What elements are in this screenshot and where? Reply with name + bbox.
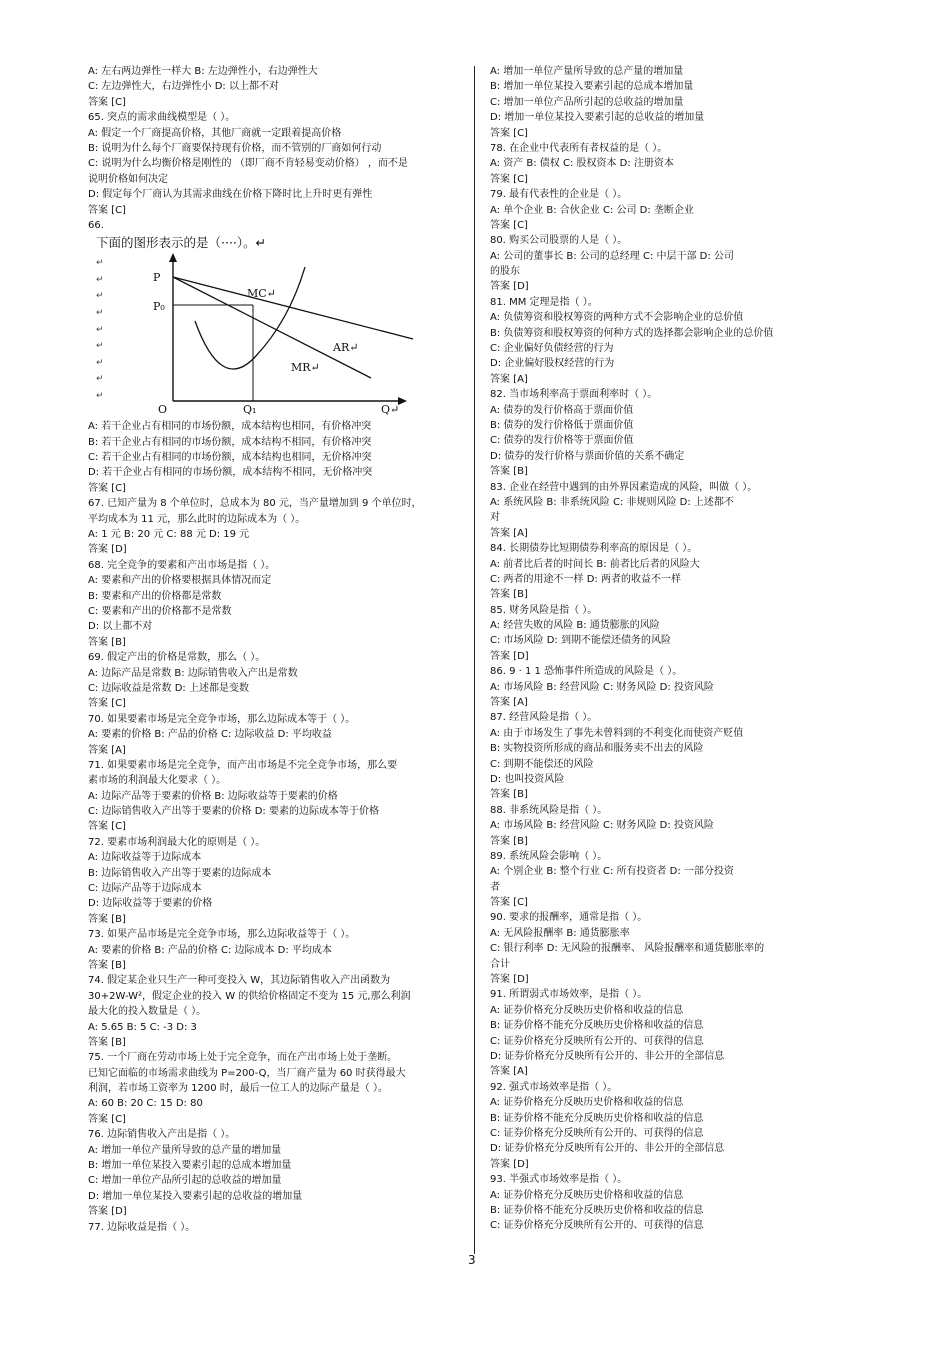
text-line: 答案 [C] [88, 698, 126, 710]
text-line: B: 负债筹资和股权筹资的何种方式的选择都会影响企业的总价值 [490, 327, 774, 339]
return-mark: ↵ [96, 374, 104, 385]
text-line: 81. MM 定理是指（ ）。 [490, 296, 598, 308]
text-line: 92. 强式市场效率是指（ ）。 [490, 1081, 618, 1093]
text-line: A: 60 B: 20 C: 15 D: 80 [88, 1098, 203, 1110]
text-line: C: 债券的发行价格等于票面价值 [490, 435, 634, 447]
text-line: C: 若干企业占有相同的市场份额，成本结构也相同，无价格冲突 [88, 452, 372, 464]
text-line: A: 假定一个厂商提高价格，其他厂商就一定跟着提高价格 [88, 127, 342, 139]
figure-return-marks [96, 255, 104, 404]
text-line: 的股东 [490, 266, 520, 278]
text-line: 70. 如果要素市场是完全竞争市场，那么边际成本等于（ ）。 [88, 713, 356, 725]
text-line: 30+2W-W²，假定企业的投入 W 的供给价格固定不变为 15 元,那么利润 [88, 990, 411, 1002]
text-line: C: 要素和产出的价格都不是常数 [88, 605, 232, 617]
text-line: A: 边际收益等于边际成本 [88, 852, 202, 864]
text-line: 76. 边际销售收入产出是指（ ）。 [88, 1129, 236, 1141]
text-line: B: 证券价格不能充分反映历史价格和收益的信息 [490, 1112, 704, 1124]
text-line: 答案 [B] [88, 959, 126, 971]
text-line: C: 边际产品等于边际成本 [88, 883, 202, 895]
return-mark: ↵ [96, 291, 104, 302]
ar-curve [173, 277, 413, 339]
text-line: D: 增加一单位某投入要素引起的总收益的增加量 [490, 112, 705, 124]
text-line: 利润，若市场工资率为 1200 时，最后一位工人的边际产量是（ ）。 [88, 1083, 388, 1095]
text-line: D: 以上都不对 [88, 621, 153, 633]
text-line: A: 要素的价格 B: 产品的价格 C: 边际成本 D: 平均成本 [88, 944, 332, 956]
text-line: 答案 [D] [490, 650, 529, 662]
text-line: 对 [490, 512, 500, 524]
text-line: C: 两者的用途不一样 D: 两者的收益不一样 [490, 573, 681, 585]
text-line: 答案 [A] [490, 1066, 528, 1078]
text-line: A: 负债筹资和股权筹资的两种方式不会影响企业的总价值 [490, 312, 744, 324]
text-line: A: 系统风险 B: 非系统风险 C: 非规则风险 D: 上述都不 [490, 496, 734, 508]
text-line: 86. 9 · 1 1 恐怖事件所造成的风险是（ ）。 [490, 666, 683, 678]
text-line: 91. 所谓弱式市场效率，是指（ ）。 [490, 989, 648, 1001]
ar-label: AR↵ [333, 341, 359, 355]
text-line: 69. 假定产出的价格是常数，那么（ ）。 [88, 652, 266, 664]
text-line: D: 企业偏好股权经营的行为 [490, 358, 615, 370]
text-line: 答案 [C] [490, 127, 528, 139]
text-line: A: 市场风险 B: 经营风险 C: 财务风险 D: 投资风险 [490, 820, 714, 832]
text-line: A: 公司的董事长 B: 公司的总经理 C: 中层干部 D: 公司 [490, 250, 734, 262]
text-line: 82. 当市场利率高于票面利率时（ ）。 [490, 389, 658, 401]
text-line: B: 说明为什么每个厂商要保持现有价格，而不管别的厂商如何行动 [88, 142, 382, 154]
text-line: C: 银行利率 D: 无风险的报酬率、 风险报酬率和通货膨胀率的 [490, 943, 765, 955]
text-line: B: 实物投资所形成的商品和服务卖不出去的风险 [490, 743, 704, 755]
text-line: 答案 [C] [88, 821, 126, 833]
left-text-block-top [88, 64, 460, 233]
text-line: A: 证券价格充分反映历史价格和收益的信息 [490, 1004, 684, 1016]
text-line: 答案 [B] [490, 589, 528, 601]
text-line: 答案 [C] [490, 897, 528, 909]
text-line: 答案 [B] [490, 835, 528, 847]
text-line: A: 个别企业 B: 整个行业 C: 所有投资者 D: 一部分投资 [490, 866, 734, 878]
right-column [490, 64, 850, 1234]
text-line: 67. 已知产量为 8 个单位时，总成本为 80 元，当产量增加到 9 个单位时， [88, 498, 422, 510]
origin-label: O [158, 403, 168, 417]
text-line: 答案 [C] [88, 482, 126, 494]
text-line: 答案 [A] [88, 744, 126, 756]
text-line: 平均成本为 11 元，那么此时的边际成本为（ ）。 [88, 513, 306, 525]
text-line: A: 若干企业占有相同的市场份额，成本结构也相同，有价格冲突 [88, 421, 372, 433]
text-line: D: 增加一单位某投入要素引起的总收益的增加量 [88, 1190, 303, 1202]
text-line: A: 前者比后者的时间长 B: 前者比后者的风险大 [490, 558, 700, 570]
text-line: B: 若干企业占有相同的市场份额，成本结构不相同，有价格冲突 [88, 436, 372, 448]
market-structure-figure [88, 235, 460, 417]
p0-label: P₀ [153, 300, 165, 314]
cost-revenue-diagram [143, 253, 463, 417]
text-line: 答案 [B] [88, 1036, 126, 1048]
return-mark: ↵ [96, 324, 104, 335]
text-line: A: 增加一单位产量所导致的总产量的增加量 [490, 66, 684, 77]
text-line: 88. 非系统风险是指（ ）。 [490, 804, 608, 816]
text-line: A: 经营失败的风险 B: 通货膨胀的风险 [490, 620, 660, 632]
text-line: D: 若干企业占有相同的市场份额，成本结构不相同，无价格冲突 [88, 467, 373, 479]
text-line: 71. 如果要素市场是完全竞争，而产出市场是不完全竞争市场，那么要 [88, 759, 398, 771]
text-line: C: 证券价格充分反映所有公开的、可获得的信息 [490, 1220, 704, 1232]
text-line: A: 边际产品是常数 B: 边际销售收入产出是常数 [88, 667, 298, 679]
text-line: A: 5.65 B: 5 C: -3 D: 3 [88, 1021, 197, 1033]
text-line: 65. 突点的需求曲线模型是（ ）。 [88, 112, 236, 124]
text-line: B: 边际销售收入产出等于要素的边际成本 [88, 867, 272, 879]
text-line: 72. 要素市场利润最大化的原则是（ ）。 [88, 836, 266, 848]
p-label: P [153, 271, 161, 285]
q1-label: Q₁ [243, 403, 257, 417]
right-text-block [490, 64, 850, 1234]
text-line: B: 证券价格不能充分反映历史价格和收益的信息 [490, 1204, 704, 1216]
text-line: 75. 一个厂商在劳动市场上处于完全竞争，而在产出市场上处于垄断。 [88, 1052, 398, 1064]
text-line: 答案 [D] [88, 1206, 127, 1218]
figure-title: 下面的图形表示的是（····）。↵ [96, 235, 267, 251]
text-line: B: 增加一单位某投入要素引起的总成本增加量 [490, 81, 694, 93]
column-divider [474, 66, 475, 1254]
text-line: 答案 [A] [490, 527, 528, 539]
text-line: D: 也叫投资风险 [490, 773, 565, 785]
text-line: A: 要素和产出的价格要根据具体情况而定 [88, 575, 272, 587]
y-axis-arrow [169, 253, 177, 262]
return-mark: ↵ [96, 357, 104, 368]
text-line: 89. 系统风险会影响（ ）。 [490, 850, 608, 862]
text-line: A: 证券价格充分反映历史价格和收益的信息 [490, 1189, 684, 1201]
text-line: 答案 [D] [490, 1158, 529, 1170]
return-mark: ↵ [96, 308, 104, 319]
left-text-block-bottom [88, 419, 460, 1235]
return-mark: ↵ [96, 258, 104, 269]
text-line: A: 市场风险 B: 经营风险 C: 财务风险 D: 投资风险 [490, 681, 714, 693]
text-line: 答案 [C] [88, 1113, 126, 1125]
text-line: 最大化的投入数量是（ ）。 [88, 1006, 207, 1018]
text-line: 者 [490, 881, 500, 893]
text-line: C: 市场风险 D: 到期不能偿还债务的风险 [490, 635, 671, 647]
text-line: D: 假定每个厂商认为其需求曲线在价格下降时比上升时更有弹性 [88, 189, 373, 201]
return-mark: ↵ [96, 341, 104, 352]
text-line: 83. 企业在经营中遇到的由外界因素造成的风险，叫做（ ）。 [490, 481, 758, 493]
return-mark: ↵ [96, 274, 104, 285]
text-line: D: 证券价格充分反映所有公开的、非公开的全部信息 [490, 1143, 725, 1155]
text-line: C: 边际销售收入产出等于要素的价格 D: 要素的边际成本等于价格 [88, 806, 379, 818]
text-line: 答案 [D] [490, 974, 529, 986]
text-line: A: 资产 B: 债权 C: 股权资本 D: 注册资本 [490, 158, 674, 170]
text-line: 85. 财务风险是指（ ）。 [490, 604, 598, 616]
text-line: 答案 [A] [490, 373, 528, 385]
text-line: A: 1 元 B: 20 元 C: 88 元 D: 19 元 [88, 529, 250, 541]
text-line: 合计 [490, 958, 510, 970]
text-line: 答案 [B] [88, 913, 126, 925]
text-line: 77. 边际收益是指（ ）。 [88, 1221, 196, 1233]
q-label: Q↵ [381, 403, 400, 417]
text-line: B: 增加一单位某投入要素引起的总成本增加量 [88, 1160, 292, 1172]
text-line: A: 增加一单位产量所导致的总产量的增加量 [88, 1144, 282, 1156]
text-line: C: 增加一单位产品所引起的总收益的增加量 [88, 1175, 282, 1187]
text-line: 答案 [B] [88, 636, 126, 648]
text-line: D: 债券的发行价格与票面价值的关系不确定 [490, 450, 685, 462]
text-line: C: 到期不能偿还的风险 [490, 758, 594, 770]
text-line: C: 证券价格充分反映所有公开的、可获得的信息 [490, 1035, 704, 1047]
text-line: C: 增加一单位产品所引起的总收益的增加量 [490, 96, 684, 108]
text-line: 答案 [C] [490, 219, 528, 231]
text-line: A: 单个企业 B: 合伙企业 C: 公司 D: 垄断企业 [490, 204, 694, 216]
text-line: 90. 要求的报酬率，通常是指（ ）。 [490, 912, 648, 924]
text-line: 66. [88, 219, 104, 231]
text-line: C: 企业偏好负债经营的行为 [490, 343, 614, 355]
left-column [88, 64, 460, 1235]
text-line: A: 要素的价格 B: 产品的价格 C: 边际收益 D: 平均收益 [88, 729, 332, 741]
text-line: A: 无风险报酬率 B: 通货膨胀率 [490, 927, 630, 939]
text-line: D: 边际收益等于要素的价格 [88, 898, 213, 910]
mc-label: MC↵ [247, 287, 276, 301]
text-line: 答案 [D] [88, 544, 127, 556]
text-line: A: 债券的发行价格高于票面价值 [490, 404, 634, 416]
text-line: 78. 在企业中代表所有者权益的是（ ）。 [490, 142, 668, 154]
text-line: 68. 完全竞争的要素和产出市场是指（ ）。 [88, 559, 276, 571]
text-line: C: 说明为什么均衡价格是刚性的 （即厂商不肯轻易变动价格） ，而不是 [88, 158, 408, 170]
text-line: 答案 [C] [490, 173, 528, 185]
text-line: B: 证券价格不能充分反映历史价格和收益的信息 [490, 1020, 704, 1032]
text-line: D: 证券价格充分反映所有公开的、非公开的全部信息 [490, 1051, 725, 1062]
text-line: 73. 如果产品市场是完全竞争市场，那么边际收益等于（ ）。 [88, 929, 356, 941]
text-line: 答案 [C] [88, 96, 126, 108]
text-line: 79. 最有代表性的企业是（ ）。 [490, 189, 628, 201]
text-line: 答案 [B] [490, 789, 528, 801]
mc-curve [195, 267, 305, 369]
mr-label: MR↵ [291, 361, 320, 375]
text-line: 答案 [C] [88, 204, 126, 216]
x-axis-arrow [398, 397, 407, 405]
text-line: C: 左边弹性大，右边弹性小 D: 以上都不对 [88, 81, 279, 93]
text-line: B: 债券的发行价格低于票面价值 [490, 419, 634, 431]
text-line: A: 左右两边弹性一样大 B: 左边弹性小，右边弹性大 [88, 66, 318, 77]
return-mark: ↵ [96, 391, 104, 402]
text-line: 已知它面临的市场需求曲线为 P=200-Q，当厂商产量为 60 时获得最大 [88, 1067, 406, 1079]
page-number: 3 [468, 1253, 476, 1267]
text-line: 答案 [D] [490, 281, 529, 293]
text-line: C: 证券价格充分反映所有公开的、可获得的信息 [490, 1127, 704, 1139]
text-line: 74. 假定某企业只生产一种可变投入 W，其边际销售收入产出函数为 [88, 975, 391, 987]
text-line: C: 边际收益是常数 D: 上述都是变数 [88, 682, 249, 694]
text-line: 素市场的利润最大化要求（ ）。 [88, 775, 227, 787]
text-line: 80. 购买公司股票的人是（ ）。 [490, 235, 628, 247]
text-line: 答案 [B] [490, 466, 528, 478]
text-line: A: 证券价格充分反映历史价格和收益的信息 [490, 1097, 684, 1109]
text-line: 说明价格如何决定 [88, 173, 168, 185]
text-line: 答案 [A] [490, 697, 528, 709]
text-line: 84. 长期债券比短期债券利率高的原因是（ ）。 [490, 543, 698, 555]
text-line: A: 边际产品等于要素的价格 B: 边际收益等于要素的价格 [88, 790, 338, 802]
text-line: A: 由于市场发生了事先未曾料到的不利变化而使资产贬值 [490, 727, 744, 739]
text-line: 87. 经营风险是指（ ）。 [490, 712, 598, 724]
text-line: 93. 半强式市场效率是指（ ）。 [490, 1174, 628, 1186]
text-line: B: 要素和产出的价格都是常数 [88, 590, 222, 602]
